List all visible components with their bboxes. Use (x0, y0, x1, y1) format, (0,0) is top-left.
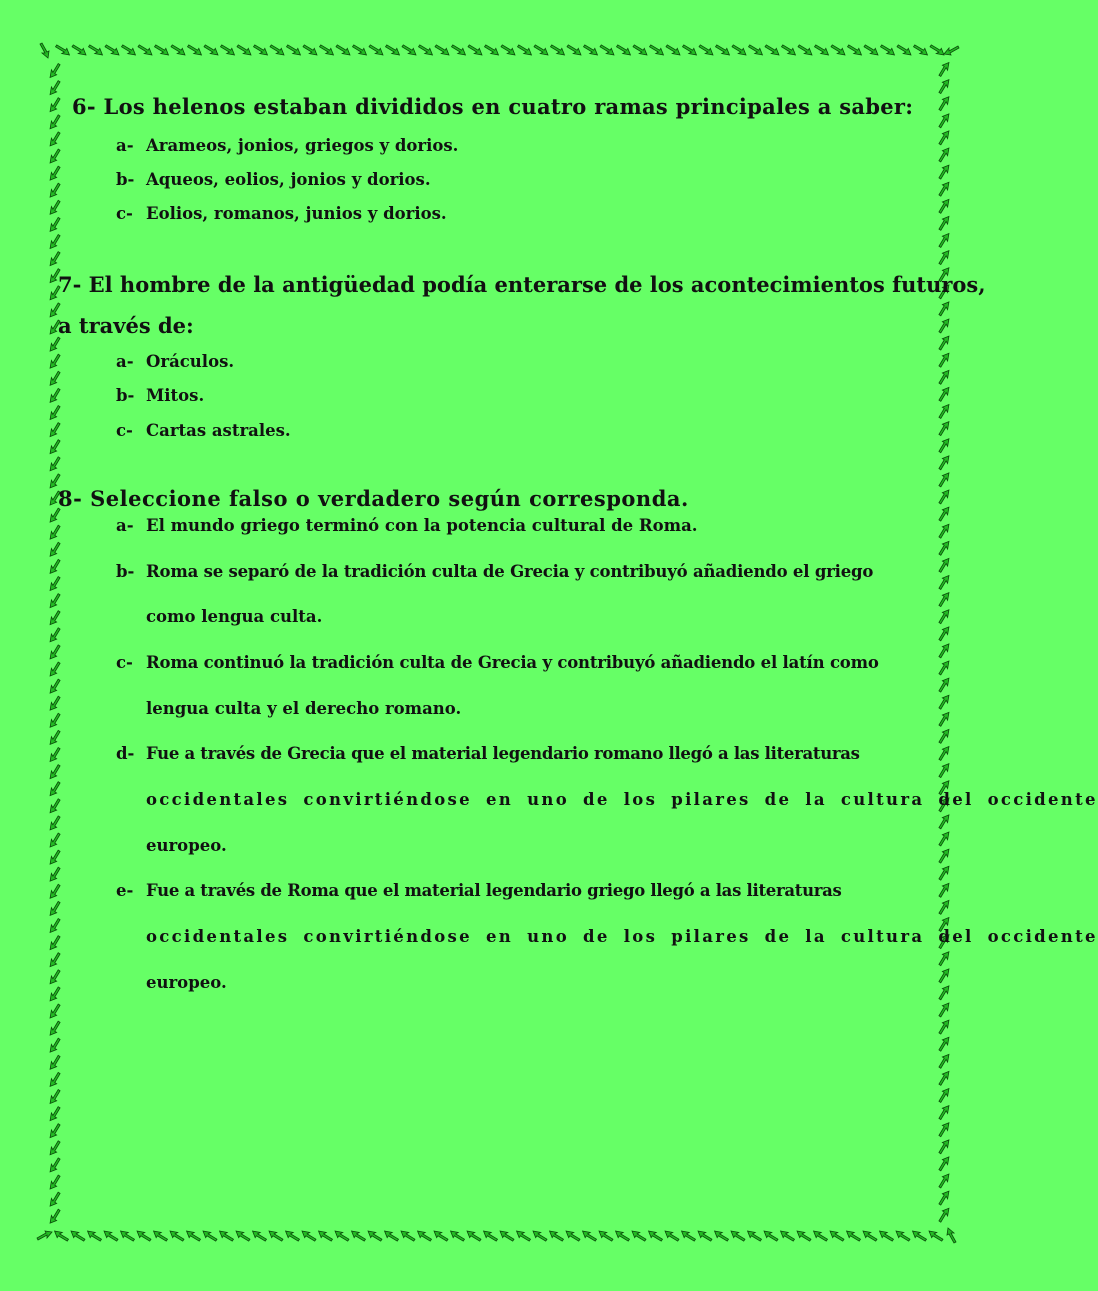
q6-option-a[interactable]: a- Arameos, jonios, griegos y dorios. (116, 136, 459, 155)
green-arrow-icon (935, 489, 952, 504)
green-arrow-icon (714, 1227, 729, 1244)
green-arrow-icon (699, 41, 714, 58)
green-arrow-icon (46, 1175, 63, 1190)
green-arrow-icon (862, 1227, 877, 1244)
green-arrow-icon (935, 951, 952, 966)
green-arrow-icon (46, 217, 63, 232)
green-arrow-icon (534, 41, 549, 58)
green-arrow-icon (935, 1053, 952, 1068)
green-arrow-icon (235, 1227, 250, 1244)
green-arrow-icon (46, 388, 63, 403)
green-arrow-icon (484, 41, 499, 58)
green-arrow-icon (46, 337, 63, 352)
green-arrow-icon (153, 1227, 168, 1244)
green-arrow-icon (583, 41, 598, 58)
green-arrow-icon (935, 523, 952, 538)
green-arrow-icon (747, 1227, 762, 1244)
green-arrow-icon (46, 747, 63, 762)
green-arrow-icon (829, 1227, 844, 1244)
green-arrow-icon (46, 781, 63, 796)
green-arrow-icon (501, 41, 516, 58)
q8-statement-d[interactable]: d- Fue a través de Grecia que el material legendario romano llegó a las literaturas (116, 744, 860, 763)
green-arrow-icon (935, 1105, 952, 1120)
green-arrow-icon (186, 1227, 201, 1244)
green-arrow-icon (46, 97, 63, 112)
green-arrow-icon (46, 764, 63, 779)
green-arrow-icon (912, 1227, 927, 1244)
green-arrow-icon (935, 438, 952, 453)
green-arrow-icon (796, 1227, 811, 1244)
green-arrow-icon (46, 542, 63, 557)
question-6: 6- Los helenos estaban divididos en cuatro ramas principales a saber: (72, 94, 914, 119)
green-arrow-icon (46, 1140, 63, 1155)
green-arrow-icon (780, 1227, 795, 1244)
green-arrow-icon (935, 985, 952, 1000)
green-arrow-icon (935, 164, 952, 179)
green-arrow-icon (935, 694, 952, 709)
q8-statement-d-cont-2: europeo. (146, 836, 227, 855)
green-arrow-icon (935, 1071, 952, 1086)
green-arrow-icon (318, 1227, 333, 1244)
green-arrow-icon (351, 1227, 366, 1244)
green-arrow-icon (46, 610, 63, 625)
green-arrow-icon (715, 41, 730, 58)
green-arrow-icon (935, 1088, 952, 1103)
green-arrow-icon (935, 1139, 952, 1154)
green-arrow-icon (154, 41, 169, 58)
green-arrow-icon (598, 1227, 613, 1244)
green-arrow-icon (46, 354, 63, 369)
green-arrow-icon (935, 746, 952, 761)
green-arrow-icon (268, 1227, 283, 1244)
green-arrow-icon (46, 525, 63, 540)
green-arrow-icon (935, 1207, 952, 1222)
green-arrow-icon (935, 130, 952, 145)
green-arrow-icon (935, 301, 952, 316)
green-arrow-icon (334, 1227, 349, 1244)
green-arrow-icon (935, 558, 952, 573)
question-8: 8- Seleccione falso o verdadero según corresponda. (58, 486, 689, 511)
q8-statement-e-cont-2: europeo. (146, 973, 227, 992)
green-arrow-icon (46, 1123, 63, 1138)
green-arrow-icon (46, 627, 63, 642)
green-arrow-icon (138, 41, 153, 58)
green-arrow-icon (46, 1106, 63, 1121)
green-arrow-icon (798, 41, 813, 58)
green-arrow-icon (136, 1227, 151, 1244)
green-arrow-icon (935, 233, 952, 248)
green-arrow-icon (46, 884, 63, 899)
q6-option-b[interactable]: b- Aqueos, eolios, jonios y dorios. (116, 170, 431, 189)
green-arrow-icon (499, 1227, 514, 1244)
green-arrow-icon (46, 166, 63, 181)
green-arrow-icon (765, 41, 780, 58)
green-arrow-icon (46, 850, 63, 865)
green-arrow-icon (831, 41, 846, 58)
green-arrow-icon (517, 41, 532, 58)
green-arrow-icon (46, 405, 63, 420)
green-arrow-icon (46, 1089, 63, 1104)
green-arrow-icon (37, 1231, 52, 1240)
green-arrow-icon (935, 1156, 952, 1171)
green-arrow-icon (301, 1227, 316, 1244)
green-arrow-icon (600, 41, 615, 58)
q8-statement-b[interactable]: b- Roma se separó de la tradición culta de Grecia y contribuyó añadiendo el griego (116, 562, 874, 581)
green-arrow-icon (46, 901, 63, 916)
green-arrow-icon (664, 1227, 679, 1244)
green-arrow-icon (935, 1002, 952, 1017)
green-arrow-icon (649, 41, 664, 58)
green-arrow-icon (352, 41, 367, 58)
green-arrow-icon (46, 662, 63, 677)
green-arrow-icon (46, 815, 63, 830)
green-arrow-icon (935, 421, 952, 436)
green-arrow-icon (46, 713, 63, 728)
green-arrow-icon (319, 41, 334, 58)
green-arrow-icon (615, 1227, 630, 1244)
green-arrow-icon (46, 1157, 63, 1172)
green-arrow-icon (532, 1227, 547, 1244)
green-arrow-icon (935, 1173, 952, 1188)
green-arrow-icon (87, 1227, 102, 1244)
green-arrow-icon (864, 41, 879, 58)
green-arrow-icon (648, 1227, 663, 1244)
green-arrow-icon (944, 46, 959, 55)
green-arrow-icon (46, 371, 63, 386)
green-arrow-icon (46, 644, 63, 659)
green-arrow-icon (46, 730, 63, 745)
green-arrow-icon (72, 41, 87, 58)
green-arrow-icon (935, 387, 952, 402)
green-arrow-icon (46, 833, 63, 848)
green-arrow-icon (947, 1228, 956, 1243)
green-arrow-icon (935, 831, 952, 846)
green-arrow-icon (935, 455, 952, 470)
green-arrow-icon (46, 149, 63, 164)
green-arrow-icon (46, 952, 63, 967)
green-arrow-icon (88, 41, 103, 58)
green-arrow-icon (935, 609, 952, 624)
green-arrow-icon (385, 41, 400, 58)
green-arrow-icon (103, 1227, 118, 1244)
q8-statement-c-cont: lengua culta y el derecho romano. (146, 699, 462, 718)
green-arrow-icon (935, 79, 952, 94)
green-arrow-icon (270, 41, 285, 58)
green-arrow-icon (46, 696, 63, 711)
green-arrow-icon (935, 404, 952, 419)
green-arrow-icon (46, 559, 63, 574)
green-arrow-icon (935, 1036, 952, 1051)
green-arrow-icon (880, 41, 895, 58)
green-arrow-icon (46, 935, 63, 950)
green-arrow-icon (483, 1227, 498, 1244)
green-arrow-icon (417, 1227, 432, 1244)
green-arrow-icon (402, 41, 417, 58)
green-arrow-icon (367, 1227, 382, 1244)
green-arrow-icon (204, 41, 219, 58)
green-arrow-icon (120, 1227, 135, 1244)
green-arrow-icon (220, 41, 235, 58)
green-arrow-icon (847, 41, 862, 58)
green-arrow-icon (46, 439, 63, 454)
green-arrow-icon (46, 1038, 63, 1053)
green-arrow-icon (466, 1227, 481, 1244)
green-arrow-icon (46, 200, 63, 215)
green-arrow-icon (935, 1019, 952, 1034)
green-arrow-icon (935, 216, 952, 231)
green-arrow-icon (46, 1209, 63, 1224)
green-arrow-icon (697, 1227, 712, 1244)
green-arrow-icon (384, 1227, 399, 1244)
green-arrow-icon (400, 1227, 415, 1244)
green-arrow-icon (681, 1227, 696, 1244)
green-arrow-icon (46, 969, 63, 984)
green-arrow-icon (46, 422, 63, 437)
green-arrow-icon (935, 592, 952, 607)
q8-statement-d-cont: occidentales convirtiéndose en uno de los pilares de la cultura del occidente (146, 790, 1098, 809)
green-arrow-icon (935, 472, 952, 487)
green-arrow-icon (253, 41, 268, 58)
green-arrow-icon (105, 41, 120, 58)
green-arrow-icon (730, 1227, 745, 1244)
green-arrow-icon (935, 711, 952, 726)
green-arrow-icon (46, 131, 63, 146)
green-arrow-icon (285, 1227, 300, 1244)
green-arrow-icon (935, 575, 952, 590)
green-arrow-icon (567, 41, 582, 58)
green-arrow-icon (935, 900, 952, 915)
green-arrow-icon (582, 1227, 597, 1244)
green-arrow-icon (928, 1227, 943, 1244)
q7-option-a[interactable]: a- Oráculos. (116, 352, 235, 371)
green-arrow-icon (935, 626, 952, 641)
green-arrow-icon (450, 1227, 465, 1244)
green-arrow-icon (935, 147, 952, 162)
green-arrow-icon (121, 41, 136, 58)
green-arrow-icon (468, 41, 483, 58)
green-arrow-icon (46, 234, 63, 249)
green-arrow-icon (895, 1227, 910, 1244)
green-arrow-icon (336, 41, 351, 58)
green-arrow-icon (935, 181, 952, 196)
green-arrow-icon (935, 882, 952, 897)
green-arrow-icon (202, 1227, 217, 1244)
green-arrow-icon (46, 918, 63, 933)
green-arrow-icon (46, 80, 63, 95)
green-arrow-icon (935, 1122, 952, 1137)
green-arrow-icon (930, 41, 945, 58)
green-arrow-icon (879, 1227, 894, 1244)
green-arrow-icon (237, 41, 252, 58)
q7-option-b[interactable]: b- Mitos. (116, 386, 205, 405)
green-arrow-icon (451, 41, 466, 58)
green-arrow-icon (732, 41, 747, 58)
green-arrow-icon (187, 41, 202, 58)
green-arrow-icon (633, 41, 648, 58)
green-arrow-icon (935, 250, 952, 265)
green-arrow-icon (666, 41, 681, 58)
green-arrow-icon (935, 352, 952, 367)
green-arrow-icon (814, 41, 829, 58)
green-arrow-icon (935, 96, 952, 111)
green-arrow-icon (46, 114, 63, 129)
green-arrow-icon (40, 43, 49, 58)
green-arrow-icon (935, 763, 952, 778)
green-arrow-icon (781, 41, 796, 58)
green-arrow-icon (46, 1192, 63, 1207)
green-arrow-icon (935, 318, 952, 333)
green-arrow-icon (935, 335, 952, 350)
green-arrow-icon (303, 41, 318, 58)
green-arrow-icon (46, 867, 63, 882)
green-arrow-icon (286, 41, 301, 58)
green-arrow-icon (935, 369, 952, 384)
green-arrow-icon (435, 41, 450, 58)
q8-statement-e-cont: occidentales convirtiéndose en uno de los pilares de la cultura del occidente (146, 927, 1098, 946)
green-arrow-icon (46, 183, 63, 198)
green-arrow-icon (813, 1227, 828, 1244)
green-arrow-icon (935, 677, 952, 692)
green-arrow-icon (935, 113, 952, 128)
q8-statement-b-cont: como lengua culta. (146, 607, 323, 626)
green-arrow-icon (763, 1227, 778, 1244)
green-arrow-icon (550, 41, 565, 58)
green-arrow-icon (219, 1227, 234, 1244)
green-arrow-icon (46, 456, 63, 471)
green-arrow-icon (748, 41, 763, 58)
green-arrow-icon (935, 814, 952, 829)
green-arrow-icon (46, 593, 63, 608)
q7-option-c[interactable]: c- Cartas astrales. (116, 421, 291, 440)
q8-statement-c[interactable]: c- Roma continuó la tradición culta de Grecia y contribuyó añadiendo el latín como (116, 653, 879, 672)
green-arrow-icon (46, 251, 63, 266)
green-arrow-icon (46, 798, 63, 813)
q8-statement-e[interactable]: e- Fue a través de Roma que el material legendario griego llegó a las literaturas (116, 881, 842, 900)
green-arrow-icon (46, 576, 63, 591)
green-arrow-icon (682, 41, 697, 58)
green-arrow-icon (935, 540, 952, 555)
green-arrow-icon (46, 63, 63, 78)
green-arrow-icon (169, 1227, 184, 1244)
q6-option-c[interactable]: c- Eolios, romanos, junios y dorios. (116, 204, 447, 223)
question-7-line-2: a través de: (58, 313, 194, 338)
green-arrow-icon (897, 41, 912, 58)
green-arrow-icon (935, 198, 952, 213)
green-arrow-icon (935, 729, 952, 744)
green-arrow-icon (46, 986, 63, 1001)
green-arrow-icon (369, 41, 384, 58)
green-arrow-icon (846, 1227, 861, 1244)
green-arrow-icon (252, 1227, 267, 1244)
green-arrow-icon (433, 1227, 448, 1244)
green-arrow-icon (631, 1227, 646, 1244)
green-arrow-icon (55, 41, 70, 58)
green-arrow-icon (935, 506, 952, 521)
green-arrow-icon (516, 1227, 531, 1244)
green-arrow-icon (54, 1227, 69, 1244)
green-arrow-icon (46, 1072, 63, 1087)
green-arrow-icon (935, 660, 952, 675)
green-arrow-icon (935, 62, 952, 77)
green-arrow-icon (935, 848, 952, 863)
green-arrow-icon (46, 679, 63, 694)
q8-statement-a[interactable]: a- El mundo griego terminó con la potencia cultural de Roma. (116, 516, 698, 535)
green-arrow-icon (935, 643, 952, 658)
green-arrow-icon (935, 1190, 952, 1205)
green-arrow-icon (46, 1055, 63, 1070)
green-arrow-icon (418, 41, 433, 58)
green-arrow-icon (913, 41, 928, 58)
question-7-line-1: 7- El hombre de la antigüedad podía enterarse de los acontecimientos futuros, (58, 272, 986, 297)
green-arrow-icon (549, 1227, 564, 1244)
green-arrow-icon (70, 1227, 85, 1244)
green-arrow-icon (935, 968, 952, 983)
green-arrow-icon (616, 41, 631, 58)
green-arrow-icon (565, 1227, 580, 1244)
green-arrow-icon (46, 1021, 63, 1036)
green-arrow-icon (171, 41, 186, 58)
green-arrow-icon (46, 1004, 63, 1019)
green-arrow-icon (935, 865, 952, 880)
